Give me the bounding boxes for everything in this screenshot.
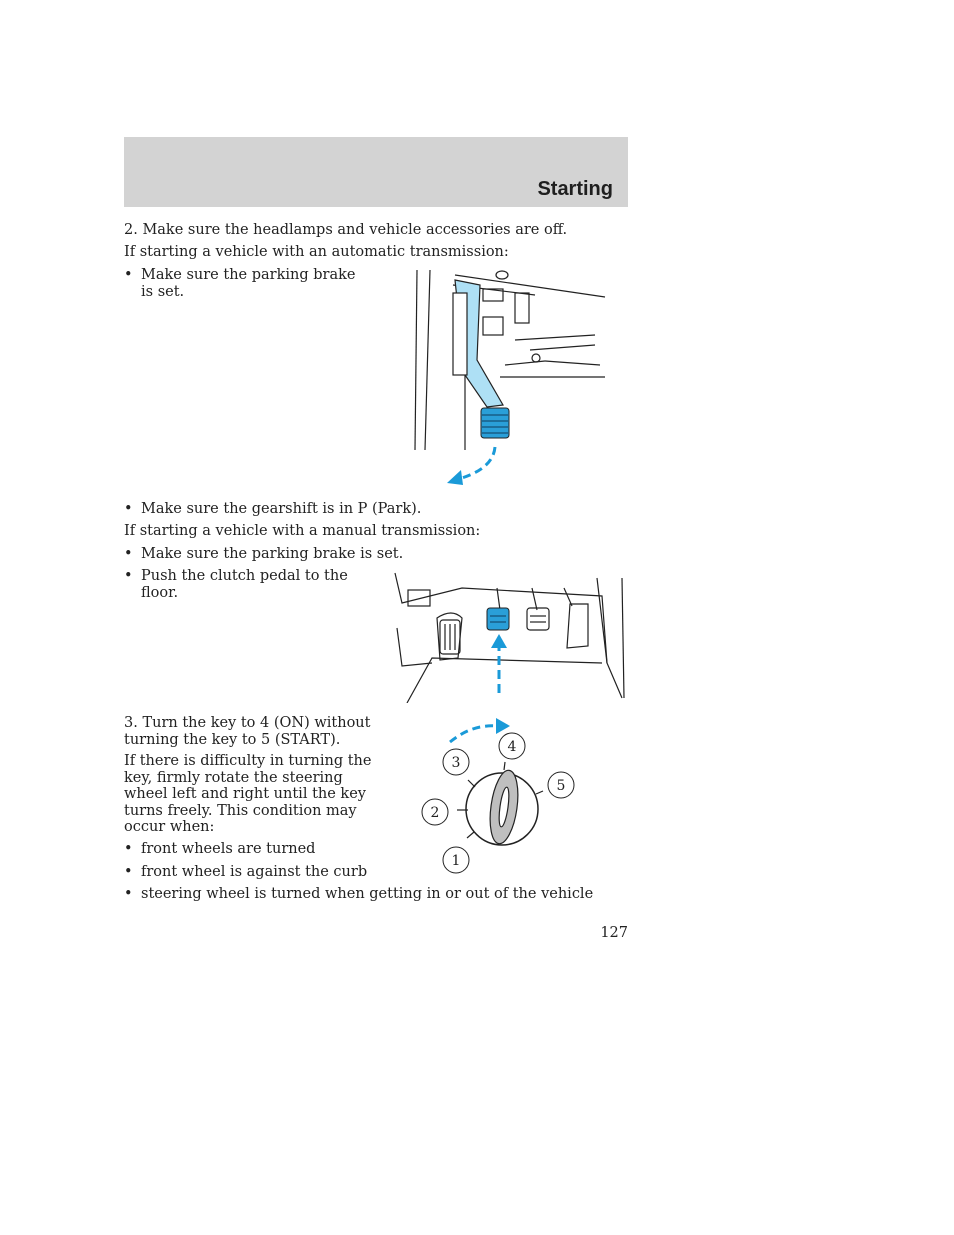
ignition-switch-illustration xyxy=(412,712,582,882)
difficulty-text: If there is difficulty in turning the key, firmly rotate the steering wheel left and right until the key turns freely. This condition may occur when: xyxy=(124,753,372,835)
parking-brake-pedal-illustration xyxy=(405,265,610,490)
manual-intro: If starting a vehicle with a manual transmission: xyxy=(124,523,481,539)
manual-bullet-clutch: • Push the clutch pedal to the floor. xyxy=(124,568,371,601)
condition-bullet-2: • front wheel is against the curb xyxy=(124,864,381,881)
page-number: 127 xyxy=(600,925,628,941)
ignition-label-2: 2 xyxy=(430,805,440,821)
auto-bullet-gearshift: • Make sure the gearshift is in P (Park). xyxy=(124,501,561,518)
condition-bullet-3: • steering wheel is turned when getting in or out of the vehicle xyxy=(124,886,621,903)
ignition-label-3: 3 xyxy=(451,755,461,771)
step-2-text: 2. Make sure the headlamps and vehicle accessories are off. xyxy=(124,222,568,238)
step-3-text: 3. Turn the key to 4 (ON) without turning the key to 5 (START). xyxy=(124,715,371,748)
manual-pedals-illustration xyxy=(392,568,628,703)
section-header xyxy=(124,137,628,207)
automatic-intro: If starting a vehicle with an automatic transmission: xyxy=(124,244,509,260)
condition-bullet-1: • front wheels are turned xyxy=(124,841,381,858)
manual-bullet-parking-brake: • Make sure the parking brake is set. xyxy=(124,546,561,563)
ignition-label-4: 4 xyxy=(507,739,517,755)
section-title: Starting xyxy=(537,178,613,200)
ignition-label-1: 1 xyxy=(451,853,461,869)
auto-bullet-parking-brake: • Make sure the parking brake is set. xyxy=(124,267,371,300)
ignition-label-5: 5 xyxy=(556,778,566,794)
